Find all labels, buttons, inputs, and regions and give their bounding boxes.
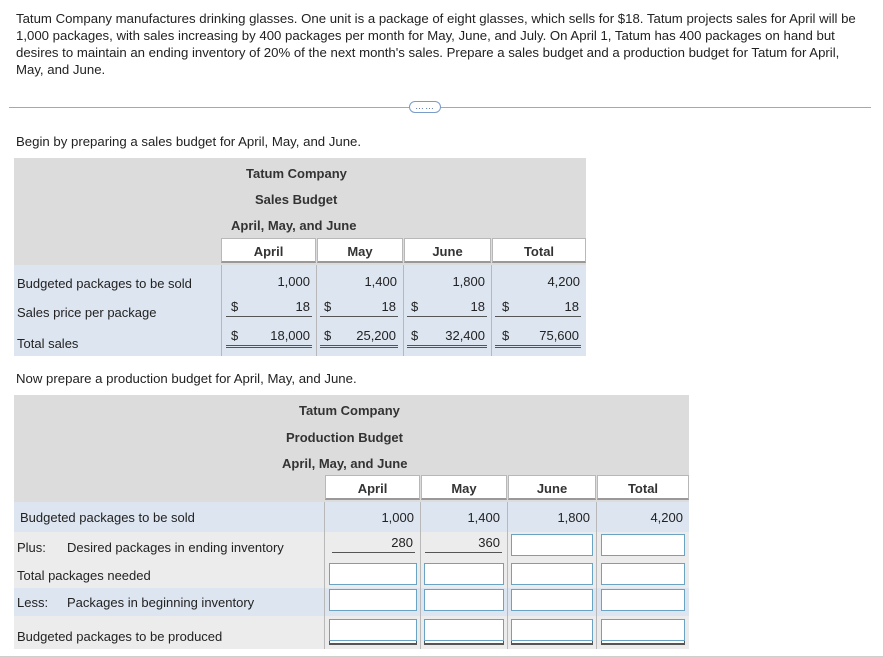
currency-symbol: $ (231, 328, 239, 343)
production-row-ending-label: Desired packages in ending inventory (67, 540, 284, 555)
production-sold-total: 4,200 (650, 510, 683, 525)
sales-packages-june: 1,800 (452, 274, 485, 289)
sales-total-june-cell (407, 328, 487, 348)
production-beginning-june-input[interactable] (511, 589, 593, 611)
currency-symbol: $ (231, 299, 239, 314)
production-needed-total-input[interactable] (601, 563, 685, 585)
sales-price-total: 18 (564, 299, 579, 314)
production-beginning-april-input[interactable] (329, 589, 417, 611)
sales-instruction: Begin by preparing a sales budget for April, May, and June. (16, 134, 362, 149)
production-produced-may-input[interactable] (424, 619, 504, 641)
sales-price-june-cell (407, 299, 487, 317)
sales-col-june: June (404, 238, 491, 263)
sales-sep (221, 265, 222, 356)
less-label: Less: (17, 595, 49, 610)
sales-price-april-cell (226, 299, 312, 317)
production-col-june: June (508, 475, 596, 500)
currency-symbol: $ (324, 328, 332, 343)
production-col-may: May (421, 475, 507, 500)
sales-total-total: 75,600 (539, 328, 579, 343)
sales-title: Sales Budget (255, 192, 338, 207)
production-beginning-total-input[interactable] (601, 589, 685, 611)
production-sep (596, 502, 597, 649)
production-row-sold-label: Budgeted packages to be sold (20, 510, 195, 525)
production-sold-april: 1,000 (381, 510, 414, 525)
sales-col-may: May (317, 238, 403, 263)
sales-col-april: April (221, 238, 316, 263)
production-instruction: Now prepare a production budget for April, May, and June. (16, 371, 357, 386)
production-row-beginning-label: Packages in beginning inventory (67, 595, 255, 610)
production-row-needed-label: Total packages needed (17, 568, 151, 583)
sales-total-total-cell (495, 328, 581, 348)
plus-label: Plus: (17, 540, 46, 555)
sales-total-april: 18,000 (270, 328, 310, 343)
production-produced-april-input[interactable] (329, 619, 417, 641)
currency-symbol: $ (411, 299, 419, 314)
sales-price-total-cell (495, 299, 581, 317)
sales-price-june: 18 (470, 299, 485, 314)
sales-company: Tatum Company (246, 166, 347, 181)
production-needed-april-input[interactable] (329, 563, 417, 585)
production-ending-june-input[interactable] (511, 534, 593, 556)
sales-price-may: 18 (381, 299, 396, 314)
sales-total-may: 25,200 (356, 328, 396, 343)
currency-symbol: $ (502, 299, 510, 314)
production-col-total: Total (597, 475, 689, 500)
production-sep (507, 502, 508, 649)
production-sold-may: 1,400 (467, 510, 500, 525)
currency-symbol: $ (324, 299, 332, 314)
sales-total-june: 32,400 (445, 328, 485, 343)
sales-row-packages-label: Budgeted packages to be sold (17, 276, 192, 291)
production-period: April, May, and June (282, 456, 408, 471)
sales-budget-table (14, 158, 586, 356)
production-sep (420, 502, 421, 649)
sales-row-total-label: Total sales (17, 336, 79, 351)
production-budget-table (14, 395, 689, 649)
production-ending-may-cell (425, 535, 502, 553)
sales-col-total: Total (492, 238, 586, 263)
production-produced-june-input[interactable] (511, 619, 593, 641)
sales-packages-may: 1,400 (364, 274, 397, 289)
sales-row-price-label: Sales price per package (17, 305, 157, 320)
production-ending-may: 360 (478, 535, 500, 550)
production-needed-may-input[interactable] (424, 563, 504, 585)
sales-sep (491, 265, 492, 356)
currency-symbol: $ (411, 328, 419, 343)
sales-sep (316, 265, 317, 356)
sales-price-may-cell (320, 299, 398, 317)
production-needed-june-input[interactable] (511, 563, 593, 585)
problem-text: Tatum Company manufactures drinking glasses. One unit is a package of eight glasses, which sells for $18. Tatum projects sales for April will be 1,000 packages, with sales increasing by 400 packages per month for May, June, and July. On April 1, Tatum has 400 packages on hand but desires to maintain an ending inventory of 20% of the next month's sales. Prepare a sales budget and a production budget for Tatum for April, May, and June. (16, 11, 856, 77)
production-row-produced-label: Budgeted packages to be produced (17, 629, 223, 644)
sales-packages-total: 4,200 (547, 274, 580, 289)
currency-symbol: $ (502, 328, 510, 343)
expand-ellipsis-button[interactable]: …… (409, 101, 441, 113)
production-ending-april: 280 (391, 535, 413, 550)
production-beginning-may-input[interactable] (424, 589, 504, 611)
production-col-april: April (325, 475, 420, 500)
production-company: Tatum Company (299, 403, 400, 418)
production-title: Production Budget (286, 430, 403, 445)
sales-price-april: 18 (295, 299, 310, 314)
production-sep (324, 502, 325, 649)
production-ending-april-cell (332, 535, 415, 553)
sales-period: April, May, and June (231, 218, 357, 233)
production-sold-june: 1,800 (557, 510, 590, 525)
sales-packages-april: 1,000 (277, 274, 310, 289)
sales-total-may-cell (320, 328, 398, 348)
production-produced-total-input[interactable] (601, 619, 685, 641)
sales-total-april-cell (226, 328, 312, 348)
sales-sep (403, 265, 404, 356)
production-ending-total-input[interactable] (601, 534, 685, 556)
